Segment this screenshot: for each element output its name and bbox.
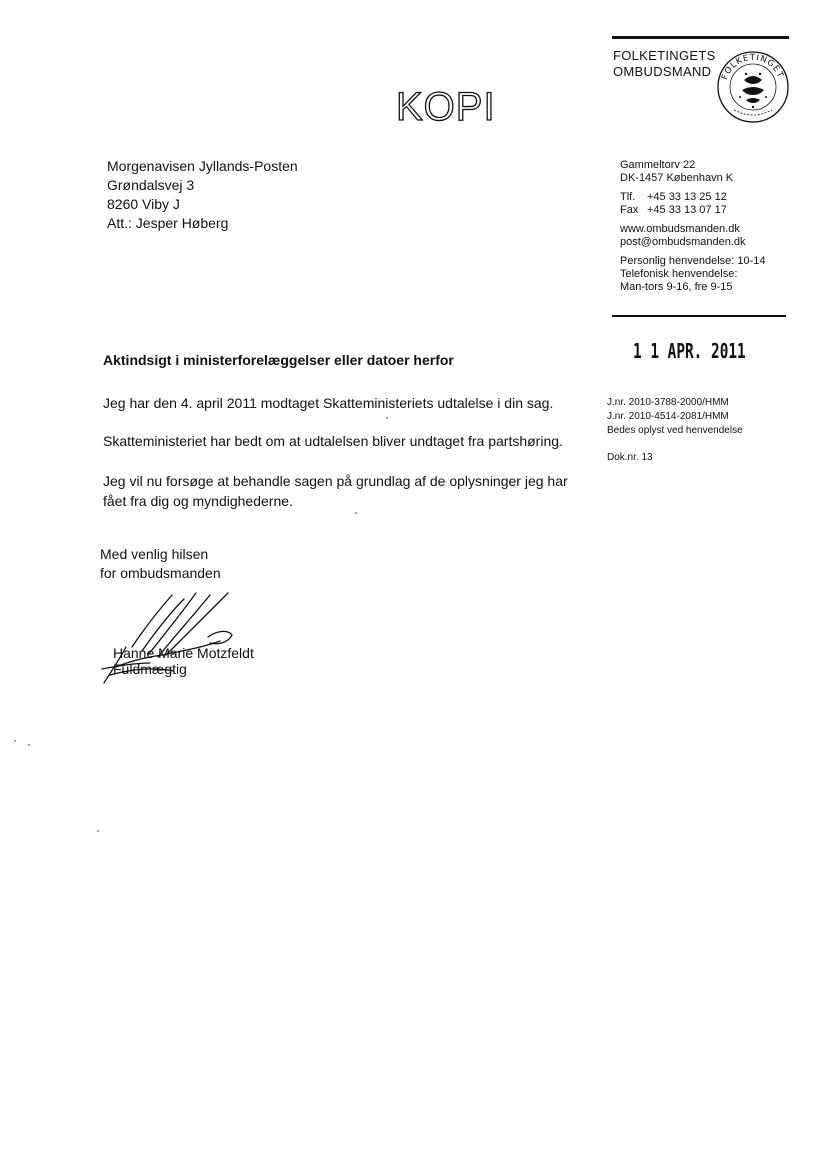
contact-website: www.ombudsmanden.dk bbox=[620, 223, 740, 235]
recipient-name: Morgenavisen Jyllands-Posten bbox=[107, 158, 298, 174]
recipient-street: Grøndalsvej 3 bbox=[107, 177, 195, 193]
closing-greeting: Med venlig hilsen bbox=[100, 546, 209, 562]
date-stamp: 1 1 APR. 2011 bbox=[633, 339, 746, 363]
contact-phone bbox=[620, 191, 766, 204]
signer-title: Fuldmægtig bbox=[113, 661, 187, 677]
contact-email: post@ombudsmanden.dk bbox=[620, 236, 746, 248]
org-name-line-1: FOLKETINGETS bbox=[613, 48, 716, 63]
contact-panel bbox=[620, 159, 766, 294]
copy-stamp: KOPI bbox=[396, 85, 496, 129]
seal-text: FOLKETINGET bbox=[720, 52, 786, 82]
recipient-address bbox=[107, 157, 298, 233]
org-name-line-2: OMBUDSMAND bbox=[613, 64, 712, 79]
scan-speck bbox=[14, 740, 16, 742]
recipient-attention: Att.: Jesper Høberg bbox=[107, 215, 229, 231]
contact-city: DK-1457 København K bbox=[620, 172, 734, 184]
paragraph-1: Jeg har den 4. april 2011 modtaget Skatteministeriets udtalelse i din sag. bbox=[103, 395, 554, 411]
letter-subject: Aktindsigt i ministerforelæggelser eller datoer herfor bbox=[103, 352, 454, 368]
scan-speck bbox=[355, 512, 357, 514]
hours-phone: Man-tors 9-16, fre 9-15 bbox=[620, 281, 733, 293]
closing-on-behalf: for ombudsmanden bbox=[100, 565, 221, 581]
seal-icon bbox=[716, 50, 790, 124]
hours-personal: Personlig henvendelse: 10-14 bbox=[620, 255, 766, 267]
reference-note: Bedes oplyst ved henvendelse bbox=[607, 425, 743, 436]
contact-street: Gammeltorv 22 bbox=[620, 159, 696, 171]
journal-number-2: J.nr. 2010-4514-2081/HMM bbox=[607, 411, 729, 422]
closing bbox=[100, 545, 221, 583]
hours-phone-label: Telefonisk henvendelse: bbox=[620, 268, 738, 280]
fax-label: Fax bbox=[620, 204, 639, 216]
contact-fax bbox=[620, 204, 766, 217]
paragraph-3-line-1: Jeg vil nu forsøge at behandle sagen på grundlag af de oplysninger jeg har bbox=[103, 473, 568, 489]
scan-speck bbox=[386, 417, 388, 419]
phone-number: +45 33 13 25 12 bbox=[647, 191, 727, 203]
phone-label: Tlf. bbox=[620, 191, 636, 203]
fax-number: +45 33 13 07 17 bbox=[647, 204, 727, 216]
handwritten-signature bbox=[92, 585, 272, 690]
signer-name: Hanne Marie Motzfeldt bbox=[113, 645, 254, 661]
scan-speck bbox=[28, 744, 30, 746]
paragraph-3 bbox=[103, 471, 573, 511]
journal-number-1: J.nr. 2010-3788-2000/HMM bbox=[607, 397, 729, 408]
header-rule bbox=[612, 36, 789, 39]
scan-speck bbox=[97, 830, 99, 832]
organization-name bbox=[613, 48, 716, 80]
paragraph-3-line-2: fået fra dig og myndighederne. bbox=[103, 493, 293, 509]
paragraph-2: Skatteministeriet har bedt om at udtalelsen bliver undtaget fra partshøring. bbox=[103, 433, 563, 449]
reference-numbers bbox=[607, 396, 743, 438]
recipient-city: 8260 Viby J bbox=[107, 196, 180, 212]
contact-rule bbox=[612, 315, 786, 317]
document-number: Dok.nr. 13 bbox=[607, 452, 653, 463]
